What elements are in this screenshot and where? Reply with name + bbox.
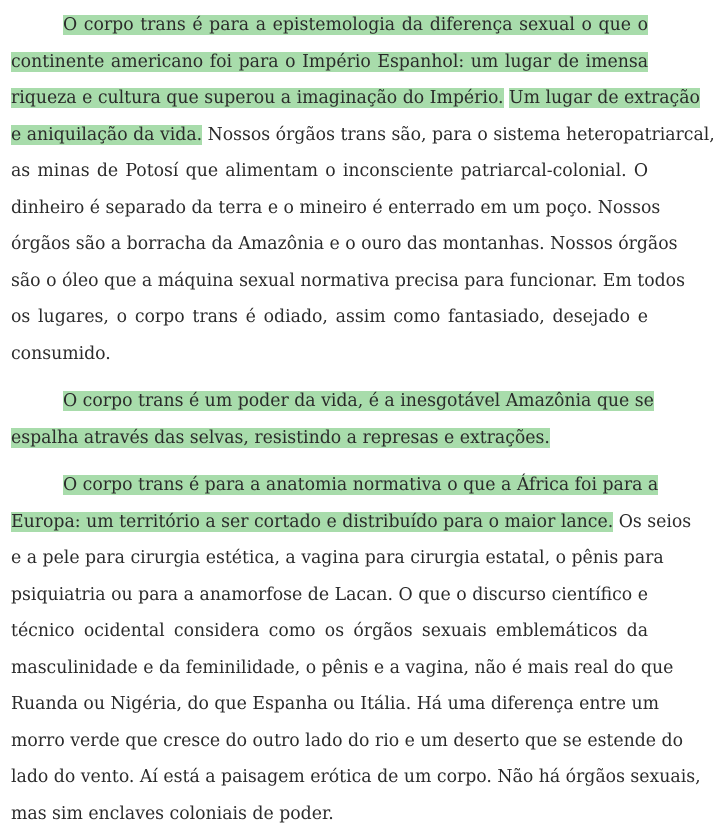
- text-run: são o óleo que a máquina sexual normativa precisa para funcionar. Em todos: [11, 271, 685, 291]
- text-line: [11, 153, 648, 190]
- text-line: [11, 504, 648, 541]
- text-run: Os seios: [613, 512, 691, 532]
- paragraph-gap: [11, 372, 648, 383]
- text-run: Nossos órgãos trans são, para o sistema heteropatriarcal,: [202, 125, 715, 145]
- paragraph: [11, 7, 648, 372]
- text-line: [11, 117, 648, 154]
- text-run: psiquiatria ou para a anamorfose de Lacan. O que o discurso científico e: [11, 585, 648, 605]
- text-line: [11, 226, 648, 263]
- highlighted-text: Um lugar de extração: [509, 88, 700, 108]
- text-line: [11, 723, 648, 760]
- text-line: [11, 686, 648, 723]
- text-line: [11, 383, 648, 420]
- text-line: [11, 650, 648, 687]
- text-line: [11, 190, 648, 227]
- highlighted-text: O corpo trans é para a epistemologia da diferença sexual o que o: [63, 15, 648, 35]
- text-line: [11, 299, 648, 336]
- text-run: órgãos são a borracha da Amazônia e o ouro das montanhas. Nossos órgãos: [11, 234, 678, 254]
- text-run: mas sim enclaves coloniais de poder.: [11, 804, 334, 824]
- text-run: masculinidade e da feminilidade, o pênis e a vagina, não é mais real do que: [11, 658, 673, 678]
- text-run: dinheiro é separado da terra e o mineiro é enterrado em um poço. Nossos: [11, 198, 660, 218]
- highlighted-text: Europa: um território a ser cortado e distribuído para o maior lance.: [11, 512, 613, 532]
- text-run: consumido.: [11, 344, 111, 364]
- text-line: [11, 613, 648, 650]
- text-run: e a pele para cirurgia estética, a vagina para cirurgia estatal, o pênis para: [11, 548, 664, 568]
- text-line: [11, 263, 648, 300]
- highlighted-text: O corpo trans é para a anatomia normativa o que a África foi para a: [63, 475, 658, 495]
- text-line: [11, 577, 648, 614]
- paragraph-gap: [11, 456, 648, 467]
- text-line: [11, 336, 648, 373]
- paragraph: [11, 467, 648, 832]
- text-line: [11, 80, 648, 117]
- text-line: [11, 44, 648, 81]
- text-line: [11, 467, 648, 504]
- highlighted-text: riqueza e cultura que superou a imaginação do Império.: [11, 88, 504, 108]
- highlighted-text: continente americano foi para o Império Espanhol: um lugar de imensa: [11, 52, 648, 72]
- text-run: Ruanda ou Nigéria, do que Espanha ou Itália. Há uma diferença entre um: [11, 694, 659, 714]
- highlighted-text: O corpo trans é um poder da vida, é a inesgotável Amazônia que se: [63, 391, 654, 411]
- text-run: os lugares, o corpo trans é odiado, assim como fantasiado, desejado e: [11, 307, 648, 327]
- document-page: [11, 7, 648, 832]
- highlighted-text: e aniquilação da vida.: [11, 125, 202, 145]
- text-run: morro verde que cresce do outro lado do rio e um deserto que se estende do: [11, 731, 683, 751]
- text-run: as minas de Potosí que alimentam o inconsciente patriarcal-colonial. O: [11, 161, 648, 181]
- text-line: [11, 420, 648, 457]
- text-line: [11, 759, 648, 796]
- text-run: técnico ocidental considera como os órgãos sexuais emblemáticos da: [11, 621, 648, 641]
- text-run: lado do vento. Aí está a paisagem erótica de um corpo. Não há órgãos sexuais,: [11, 767, 701, 787]
- text-line: [11, 540, 648, 577]
- paragraph: [11, 383, 648, 456]
- text-line: [11, 796, 648, 832]
- highlighted-text: espalha através das selvas, resistindo a represas e extrações.: [11, 428, 550, 448]
- text-line: [11, 7, 648, 44]
